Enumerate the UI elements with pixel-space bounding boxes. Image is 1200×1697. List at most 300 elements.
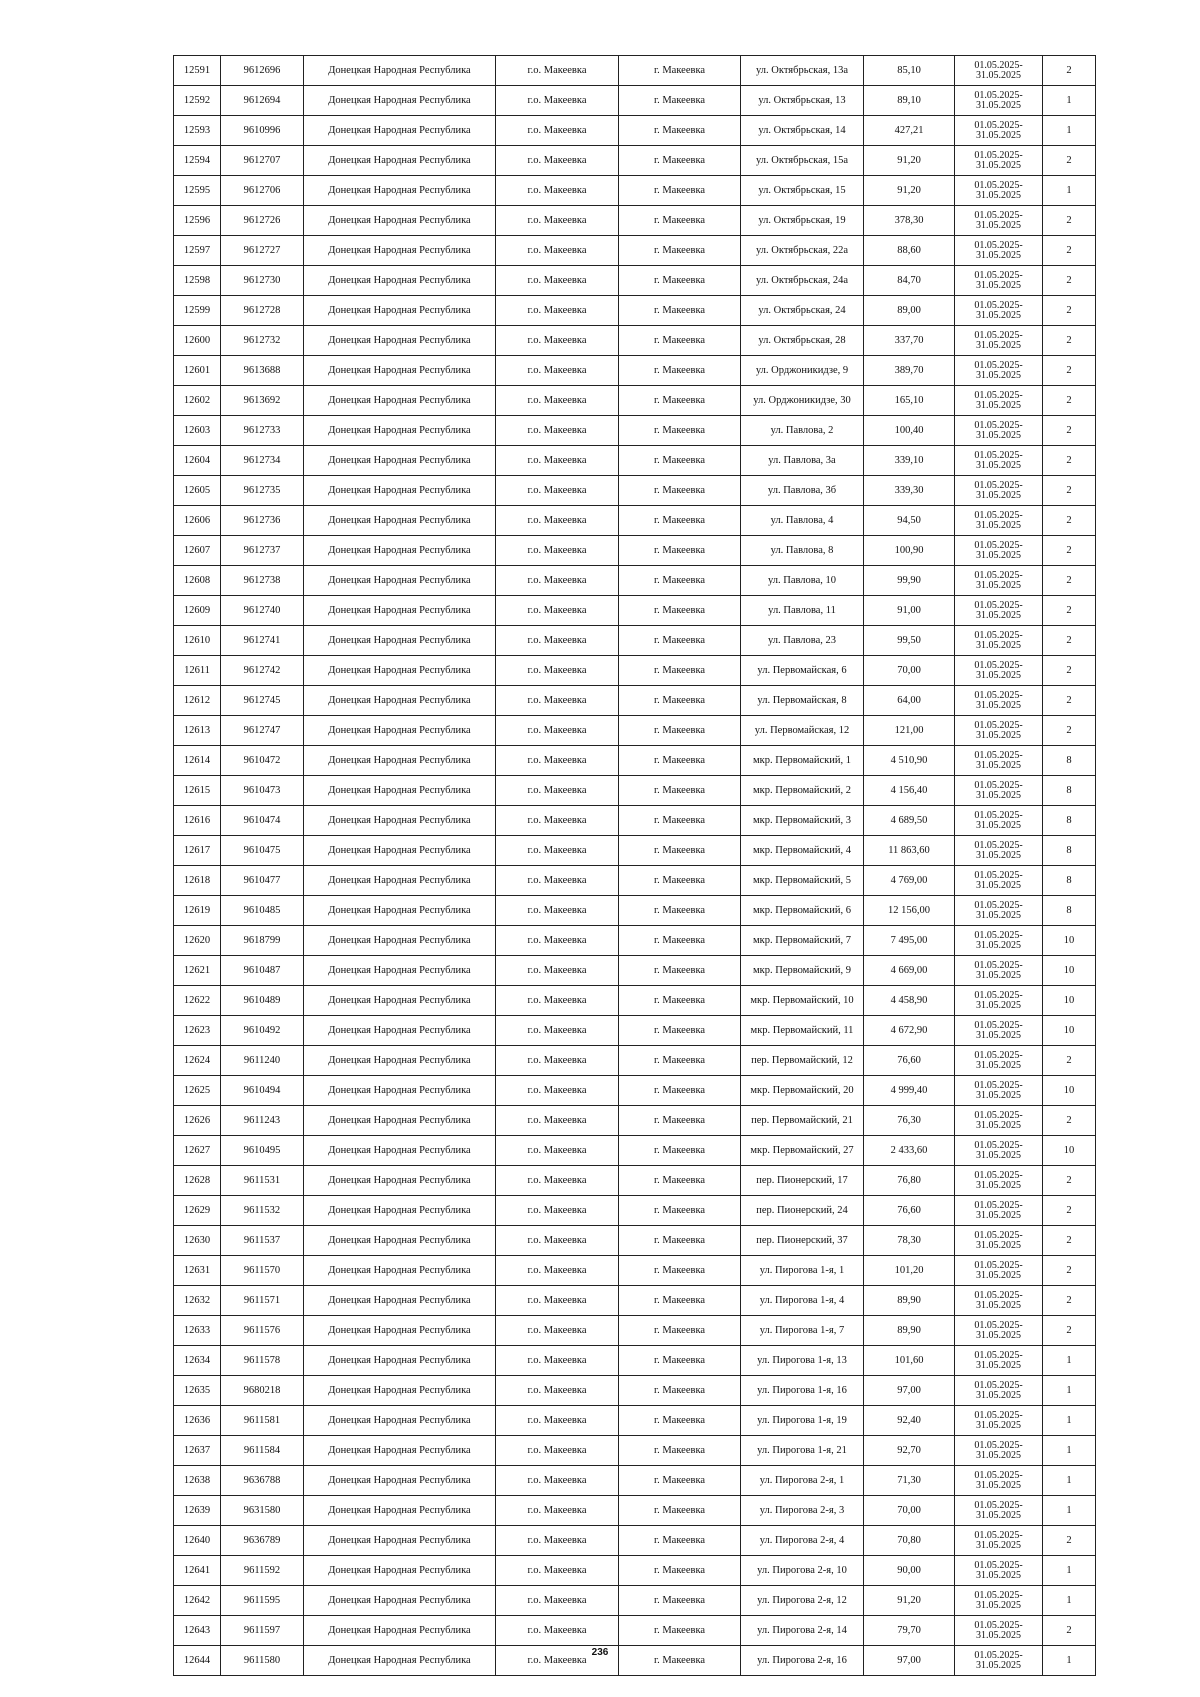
cell-count: 2 — [1043, 1106, 1096, 1136]
cell-period: 01.05.2025- 31.05.2025 — [955, 146, 1043, 176]
table-row — [174, 566, 1096, 596]
cell-region: Донецкая Народная Республика — [304, 1586, 496, 1616]
cell-count: 8 — [1043, 746, 1096, 776]
table-row — [174, 1346, 1096, 1376]
cell-count: 2 — [1043, 596, 1096, 626]
cell-area: 4 672,90 — [864, 1016, 955, 1046]
table-row — [174, 326, 1096, 356]
cell-settlement: г. Макеевка — [619, 176, 741, 206]
cell-address: ул. Павлова, 4 — [741, 506, 864, 536]
cell-period: 01.05.2025- 31.05.2025 — [955, 866, 1043, 896]
cell-address: ул. Первомайская, 8 — [741, 686, 864, 716]
cell-count: 1 — [1043, 1646, 1096, 1676]
cell-object-id: 9610477 — [221, 866, 304, 896]
table-row — [174, 1076, 1096, 1106]
cell-count: 1 — [1043, 1556, 1096, 1586]
cell-count: 2 — [1043, 1616, 1096, 1646]
cell-area: 337,70 — [864, 326, 955, 356]
cell-object-id: 9612694 — [221, 86, 304, 116]
cell-municipality: г.о. Макеевка — [496, 356, 619, 386]
cell-period: 01.05.2025- 31.05.2025 — [955, 1556, 1043, 1586]
table-row — [174, 476, 1096, 506]
cell-period: 01.05.2025- 31.05.2025 — [955, 176, 1043, 206]
cell-settlement: г. Макеевка — [619, 1406, 741, 1436]
cell-object-id: 9611240 — [221, 1046, 304, 1076]
cell-settlement: г. Макеевка — [619, 1496, 741, 1526]
cell-address: ул. Орджоникидзе, 30 — [741, 386, 864, 416]
cell-municipality: г.о. Макеевка — [496, 1376, 619, 1406]
cell-settlement: г. Макеевка — [619, 956, 741, 986]
table-row — [174, 116, 1096, 146]
cell-count: 2 — [1043, 146, 1096, 176]
cell-address: ул. Пирогова 1-я, 7 — [741, 1316, 864, 1346]
cell-region: Донецкая Народная Республика — [304, 1256, 496, 1286]
cell-region: Донецкая Народная Республика — [304, 1046, 496, 1076]
cell-region: Донецкая Народная Республика — [304, 656, 496, 686]
cell-address: ул. Пирогова 2-я, 4 — [741, 1526, 864, 1556]
cell-period: 01.05.2025- 31.05.2025 — [955, 1256, 1043, 1286]
table-row — [174, 536, 1096, 566]
cell-row-number: 12613 — [174, 716, 221, 746]
cell-row-number: 12607 — [174, 536, 221, 566]
cell-row-number: 12601 — [174, 356, 221, 386]
table-row — [174, 386, 1096, 416]
cell-row-number: 12603 — [174, 416, 221, 446]
cell-region: Донецкая Народная Республика — [304, 956, 496, 986]
cell-count: 8 — [1043, 806, 1096, 836]
cell-period: 01.05.2025- 31.05.2025 — [955, 596, 1043, 626]
cell-count: 2 — [1043, 56, 1096, 86]
cell-region: Донецкая Народная Республика — [304, 266, 496, 296]
cell-row-number: 12617 — [174, 836, 221, 866]
cell-period: 01.05.2025- 31.05.2025 — [955, 506, 1043, 536]
cell-row-number: 12630 — [174, 1226, 221, 1256]
cell-count: 2 — [1043, 386, 1096, 416]
cell-settlement: г. Макеевка — [619, 1616, 741, 1646]
cell-period: 01.05.2025- 31.05.2025 — [955, 1586, 1043, 1616]
cell-count: 10 — [1043, 986, 1096, 1016]
cell-municipality: г.о. Макеевка — [496, 506, 619, 536]
cell-municipality: г.о. Макеевка — [496, 656, 619, 686]
cell-count: 2 — [1043, 476, 1096, 506]
cell-settlement: г. Макеевка — [619, 656, 741, 686]
cell-settlement: г. Макеевка — [619, 1016, 741, 1046]
cell-period: 01.05.2025- 31.05.2025 — [955, 1466, 1043, 1496]
cell-object-id: 9612741 — [221, 626, 304, 656]
cell-municipality: г.о. Макеевка — [496, 536, 619, 566]
cell-count: 2 — [1043, 686, 1096, 716]
cell-count: 2 — [1043, 626, 1096, 656]
cell-count: 1 — [1043, 86, 1096, 116]
table-row — [174, 1406, 1096, 1436]
cell-area: 101,60 — [864, 1346, 955, 1376]
cell-row-number: 12606 — [174, 506, 221, 536]
cell-area: 2 433,60 — [864, 1136, 955, 1166]
cell-object-id: 9610996 — [221, 116, 304, 146]
cell-settlement: г. Макеевка — [619, 1076, 741, 1106]
cell-municipality: г.о. Макеевка — [496, 1436, 619, 1466]
cell-count: 10 — [1043, 1016, 1096, 1046]
cell-settlement: г. Макеевка — [619, 116, 741, 146]
cell-object-id: 9611532 — [221, 1196, 304, 1226]
cell-row-number: 12627 — [174, 1136, 221, 1166]
cell-row-number: 12621 — [174, 956, 221, 986]
cell-region: Донецкая Народная Республика — [304, 1376, 496, 1406]
cell-settlement: г. Макеевка — [619, 716, 741, 746]
table-row — [174, 86, 1096, 116]
cell-address: мкр. Первомайский, 2 — [741, 776, 864, 806]
cell-period: 01.05.2025- 31.05.2025 — [955, 56, 1043, 86]
cell-row-number: 12605 — [174, 476, 221, 506]
registry-table-container — [173, 55, 1095, 1676]
cell-row-number: 12595 — [174, 176, 221, 206]
cell-address: ул. Октябрьская, 15а — [741, 146, 864, 176]
cell-region: Донецкая Народная Республика — [304, 776, 496, 806]
cell-area: 100,90 — [864, 536, 955, 566]
table-row — [174, 506, 1096, 536]
cell-count: 1 — [1043, 116, 1096, 146]
cell-address: ул. Пирогова 2-я, 12 — [741, 1586, 864, 1616]
cell-address: пер. Пионерский, 37 — [741, 1226, 864, 1256]
table-row — [174, 1556, 1096, 1586]
table-row — [174, 1136, 1096, 1166]
cell-area: 76,60 — [864, 1046, 955, 1076]
cell-region: Донецкая Народная Республика — [304, 326, 496, 356]
cell-period: 01.05.2025- 31.05.2025 — [955, 1196, 1043, 1226]
cell-area: 89,90 — [864, 1286, 955, 1316]
cell-object-id: 9612738 — [221, 566, 304, 596]
cell-municipality: г.о. Макеевка — [496, 1316, 619, 1346]
cell-count: 2 — [1043, 506, 1096, 536]
cell-row-number: 12643 — [174, 1616, 221, 1646]
cell-area: 4 458,90 — [864, 986, 955, 1016]
cell-period: 01.05.2025- 31.05.2025 — [955, 1526, 1043, 1556]
cell-settlement: г. Макеевка — [619, 1226, 741, 1256]
cell-area: 76,80 — [864, 1166, 955, 1196]
cell-count: 2 — [1043, 446, 1096, 476]
cell-municipality: г.о. Макеевка — [496, 1106, 619, 1136]
cell-row-number: 12641 — [174, 1556, 221, 1586]
cell-row-number: 12591 — [174, 56, 221, 86]
cell-period: 01.05.2025- 31.05.2025 — [955, 236, 1043, 266]
cell-area: 427,21 — [864, 116, 955, 146]
cell-area: 4 769,00 — [864, 866, 955, 896]
cell-count: 2 — [1043, 296, 1096, 326]
cell-row-number: 12640 — [174, 1526, 221, 1556]
cell-settlement: г. Макеевка — [619, 1166, 741, 1196]
cell-object-id: 9610495 — [221, 1136, 304, 1166]
cell-count: 2 — [1043, 1196, 1096, 1226]
cell-area: 91,00 — [864, 596, 955, 626]
cell-area: 76,30 — [864, 1106, 955, 1136]
cell-area: 64,00 — [864, 686, 955, 716]
cell-area: 91,20 — [864, 176, 955, 206]
cell-row-number: 12599 — [174, 296, 221, 326]
cell-settlement: г. Макеевка — [619, 296, 741, 326]
cell-period: 01.05.2025- 31.05.2025 — [955, 626, 1043, 656]
cell-period: 01.05.2025- 31.05.2025 — [955, 746, 1043, 776]
cell-address: мкр. Первомайский, 11 — [741, 1016, 864, 1046]
cell-count: 10 — [1043, 1076, 1096, 1106]
cell-row-number: 12614 — [174, 746, 221, 776]
cell-municipality: г.о. Макеевка — [496, 1136, 619, 1166]
table-row — [174, 596, 1096, 626]
cell-row-number: 12610 — [174, 626, 221, 656]
cell-municipality: г.о. Макеевка — [496, 1256, 619, 1286]
cell-row-number: 12608 — [174, 566, 221, 596]
cell-region: Донецкая Народная Республика — [304, 626, 496, 656]
cell-address: ул. Павлова, 11 — [741, 596, 864, 626]
table-row — [174, 956, 1096, 986]
cell-address: ул. Павлова, 10 — [741, 566, 864, 596]
cell-municipality: г.о. Макеевка — [496, 1526, 619, 1556]
cell-period: 01.05.2025- 31.05.2025 — [955, 206, 1043, 236]
cell-area: 4 156,40 — [864, 776, 955, 806]
cell-settlement: г. Макеевка — [619, 806, 741, 836]
cell-address: ул. Пирогова 1-я, 13 — [741, 1346, 864, 1376]
cell-address: мкр. Первомайский, 6 — [741, 896, 864, 926]
cell-area: 89,00 — [864, 296, 955, 326]
cell-region: Донецкая Народная Республика — [304, 296, 496, 326]
cell-municipality: г.о. Макеевка — [496, 176, 619, 206]
cell-area: 7 495,00 — [864, 926, 955, 956]
cell-region: Донецкая Народная Республика — [304, 1406, 496, 1436]
cell-object-id: 9612736 — [221, 506, 304, 536]
cell-count: 2 — [1043, 1526, 1096, 1556]
cell-address: ул. Первомайская, 12 — [741, 716, 864, 746]
cell-municipality: г.о. Макеевка — [496, 1346, 619, 1376]
cell-area: 70,00 — [864, 1496, 955, 1526]
cell-row-number: 12632 — [174, 1286, 221, 1316]
cell-period: 01.05.2025- 31.05.2025 — [955, 476, 1043, 506]
cell-row-number: 12620 — [174, 926, 221, 956]
cell-object-id: 9611592 — [221, 1556, 304, 1586]
cell-row-number: 12592 — [174, 86, 221, 116]
cell-settlement: г. Макеевка — [619, 536, 741, 566]
cell-address: мкр. Первомайский, 1 — [741, 746, 864, 776]
cell-address: ул. Орджоникидзе, 9 — [741, 356, 864, 386]
cell-row-number: 12622 — [174, 986, 221, 1016]
cell-object-id: 9611581 — [221, 1406, 304, 1436]
cell-row-number: 12635 — [174, 1376, 221, 1406]
table-row — [174, 1376, 1096, 1406]
cell-municipality: г.о. Макеевка — [496, 1466, 619, 1496]
cell-municipality: г.о. Макеевка — [496, 1556, 619, 1586]
cell-period: 01.05.2025- 31.05.2025 — [955, 836, 1043, 866]
cell-period: 01.05.2025- 31.05.2025 — [955, 1316, 1043, 1346]
cell-object-id: 9610487 — [221, 956, 304, 986]
cell-municipality: г.о. Макеевка — [496, 326, 619, 356]
cell-area: 121,00 — [864, 716, 955, 746]
cell-row-number: 12596 — [174, 206, 221, 236]
cell-settlement: г. Макеевка — [619, 1196, 741, 1226]
table-row — [174, 356, 1096, 386]
cell-period: 01.05.2025- 31.05.2025 — [955, 1646, 1043, 1676]
cell-period: 01.05.2025- 31.05.2025 — [955, 416, 1043, 446]
cell-object-id: 9612696 — [221, 56, 304, 86]
table-row — [174, 1196, 1096, 1226]
table-row — [174, 1436, 1096, 1466]
table-row — [174, 1466, 1096, 1496]
cell-object-id: 9612730 — [221, 266, 304, 296]
cell-municipality: г.о. Макеевка — [496, 806, 619, 836]
cell-object-id: 9610485 — [221, 896, 304, 926]
cell-period: 01.05.2025- 31.05.2025 — [955, 1226, 1043, 1256]
cell-period: 01.05.2025- 31.05.2025 — [955, 446, 1043, 476]
cell-object-id: 9618799 — [221, 926, 304, 956]
cell-count: 8 — [1043, 866, 1096, 896]
cell-address: ул. Пирогова 1-я, 1 — [741, 1256, 864, 1286]
cell-period: 01.05.2025- 31.05.2025 — [955, 926, 1043, 956]
cell-count: 2 — [1043, 356, 1096, 386]
cell-count: 2 — [1043, 716, 1096, 746]
cell-settlement: г. Макеевка — [619, 446, 741, 476]
cell-area: 4 689,50 — [864, 806, 955, 836]
cell-area: 4 510,90 — [864, 746, 955, 776]
table-row — [174, 1616, 1096, 1646]
cell-settlement: г. Макеевка — [619, 506, 741, 536]
cell-municipality: г.о. Макеевка — [496, 1586, 619, 1616]
cell-address: ул. Пирогова 2-я, 14 — [741, 1616, 864, 1646]
cell-period: 01.05.2025- 31.05.2025 — [955, 686, 1043, 716]
cell-municipality: г.о. Макеевка — [496, 1646, 619, 1676]
cell-period: 01.05.2025- 31.05.2025 — [955, 1496, 1043, 1526]
cell-region: Донецкая Народная Республика — [304, 836, 496, 866]
table-row — [174, 836, 1096, 866]
cell-object-id: 9610489 — [221, 986, 304, 1016]
cell-area: 4 999,40 — [864, 1076, 955, 1106]
cell-address: ул. Октябрьская, 19 — [741, 206, 864, 236]
cell-region: Донецкая Народная Республика — [304, 356, 496, 386]
cell-address: ул. Первомайская, 6 — [741, 656, 864, 686]
cell-region: Донецкая Народная Республика — [304, 1346, 496, 1376]
cell-address: ул. Октябрьская, 15 — [741, 176, 864, 206]
cell-area: 71,30 — [864, 1466, 955, 1496]
table-row — [174, 686, 1096, 716]
cell-period: 01.05.2025- 31.05.2025 — [955, 1106, 1043, 1136]
cell-area: 12 156,00 — [864, 896, 955, 926]
cell-region: Донецкая Народная Республика — [304, 686, 496, 716]
cell-address: мкр. Первомайский, 5 — [741, 866, 864, 896]
table-row — [174, 806, 1096, 836]
cell-area: 4 669,00 — [864, 956, 955, 986]
cell-region: Донецкая Народная Республика — [304, 806, 496, 836]
cell-object-id: 9631580 — [221, 1496, 304, 1526]
cell-period: 01.05.2025- 31.05.2025 — [955, 1286, 1043, 1316]
cell-address: ул. Октябрьская, 24 — [741, 296, 864, 326]
cell-object-id: 9611595 — [221, 1586, 304, 1616]
cell-area: 99,90 — [864, 566, 955, 596]
cell-settlement: г. Макеевка — [619, 86, 741, 116]
cell-period: 01.05.2025- 31.05.2025 — [955, 1046, 1043, 1076]
cell-object-id: 9612747 — [221, 716, 304, 746]
cell-row-number: 12623 — [174, 1016, 221, 1046]
cell-region: Донецкая Народная Республика — [304, 1526, 496, 1556]
table-row — [174, 56, 1096, 86]
cell-address: ул. Октябрьская, 22а — [741, 236, 864, 266]
table-row — [174, 416, 1096, 446]
cell-object-id: 9611570 — [221, 1256, 304, 1286]
cell-area: 101,20 — [864, 1256, 955, 1286]
cell-settlement: г. Макеевка — [619, 1646, 741, 1676]
cell-municipality: г.о. Макеевка — [496, 776, 619, 806]
cell-municipality: г.о. Макеевка — [496, 626, 619, 656]
cell-object-id: 9611531 — [221, 1166, 304, 1196]
cell-period: 01.05.2025- 31.05.2025 — [955, 356, 1043, 386]
cell-area: 91,20 — [864, 146, 955, 176]
cell-municipality: г.о. Макеевка — [496, 986, 619, 1016]
table-row — [174, 1316, 1096, 1346]
cell-count: 1 — [1043, 1496, 1096, 1526]
cell-count: 1 — [1043, 1586, 1096, 1616]
cell-count: 1 — [1043, 1346, 1096, 1376]
cell-region: Донецкая Народная Республика — [304, 986, 496, 1016]
cell-settlement: г. Макеевка — [619, 776, 741, 806]
cell-count: 1 — [1043, 1436, 1096, 1466]
cell-region: Донецкая Народная Республика — [304, 746, 496, 776]
cell-row-number: 12612 — [174, 686, 221, 716]
cell-row-number: 12634 — [174, 1346, 221, 1376]
cell-object-id: 9612707 — [221, 146, 304, 176]
cell-region: Донецкая Народная Республика — [304, 416, 496, 446]
cell-address: ул. Октябрьская, 14 — [741, 116, 864, 146]
cell-period: 01.05.2025- 31.05.2025 — [955, 716, 1043, 746]
table-row — [174, 1496, 1096, 1526]
cell-count: 2 — [1043, 416, 1096, 446]
cell-settlement: г. Макеевка — [619, 326, 741, 356]
cell-region: Донецкая Народная Республика — [304, 716, 496, 746]
cell-object-id: 9612727 — [221, 236, 304, 266]
cell-count: 2 — [1043, 206, 1096, 236]
cell-region: Донецкая Народная Республика — [304, 896, 496, 926]
cell-region: Донецкая Народная Республика — [304, 596, 496, 626]
cell-settlement: г. Макеевка — [619, 746, 741, 776]
cell-region: Донецкая Народная Республика — [304, 1016, 496, 1046]
cell-row-number: 12609 — [174, 596, 221, 626]
table-row — [174, 1166, 1096, 1196]
cell-municipality: г.о. Макеевка — [496, 1226, 619, 1256]
cell-object-id: 9636788 — [221, 1466, 304, 1496]
cell-region: Донецкая Народная Республика — [304, 446, 496, 476]
cell-count: 2 — [1043, 1316, 1096, 1346]
cell-row-number: 12625 — [174, 1076, 221, 1106]
cell-object-id: 9610475 — [221, 836, 304, 866]
cell-row-number: 12600 — [174, 326, 221, 356]
cell-address: ул. Павлова, 2 — [741, 416, 864, 446]
cell-area: 90,00 — [864, 1556, 955, 1586]
cell-region: Донецкая Народная Республика — [304, 206, 496, 236]
cell-municipality: г.о. Макеевка — [496, 596, 619, 626]
cell-region: Донецкая Народная Республика — [304, 1136, 496, 1166]
cell-municipality: г.о. Макеевка — [496, 836, 619, 866]
cell-object-id: 9612733 — [221, 416, 304, 446]
cell-count: 10 — [1043, 956, 1096, 986]
cell-row-number: 12639 — [174, 1496, 221, 1526]
cell-count: 2 — [1043, 1256, 1096, 1286]
cell-municipality: г.о. Макеевка — [496, 206, 619, 236]
cell-municipality: г.о. Макеевка — [496, 1046, 619, 1076]
cell-municipality: г.о. Макеевка — [496, 1496, 619, 1526]
cell-region: Донецкая Народная Республика — [304, 536, 496, 566]
cell-row-number: 12629 — [174, 1196, 221, 1226]
cell-row-number: 12626 — [174, 1106, 221, 1136]
cell-count: 2 — [1043, 566, 1096, 596]
cell-object-id: 9612732 — [221, 326, 304, 356]
cell-settlement: г. Макеевка — [619, 476, 741, 506]
cell-settlement: г. Макеевка — [619, 896, 741, 926]
table-row — [174, 716, 1096, 746]
cell-area: 89,90 — [864, 1316, 955, 1346]
